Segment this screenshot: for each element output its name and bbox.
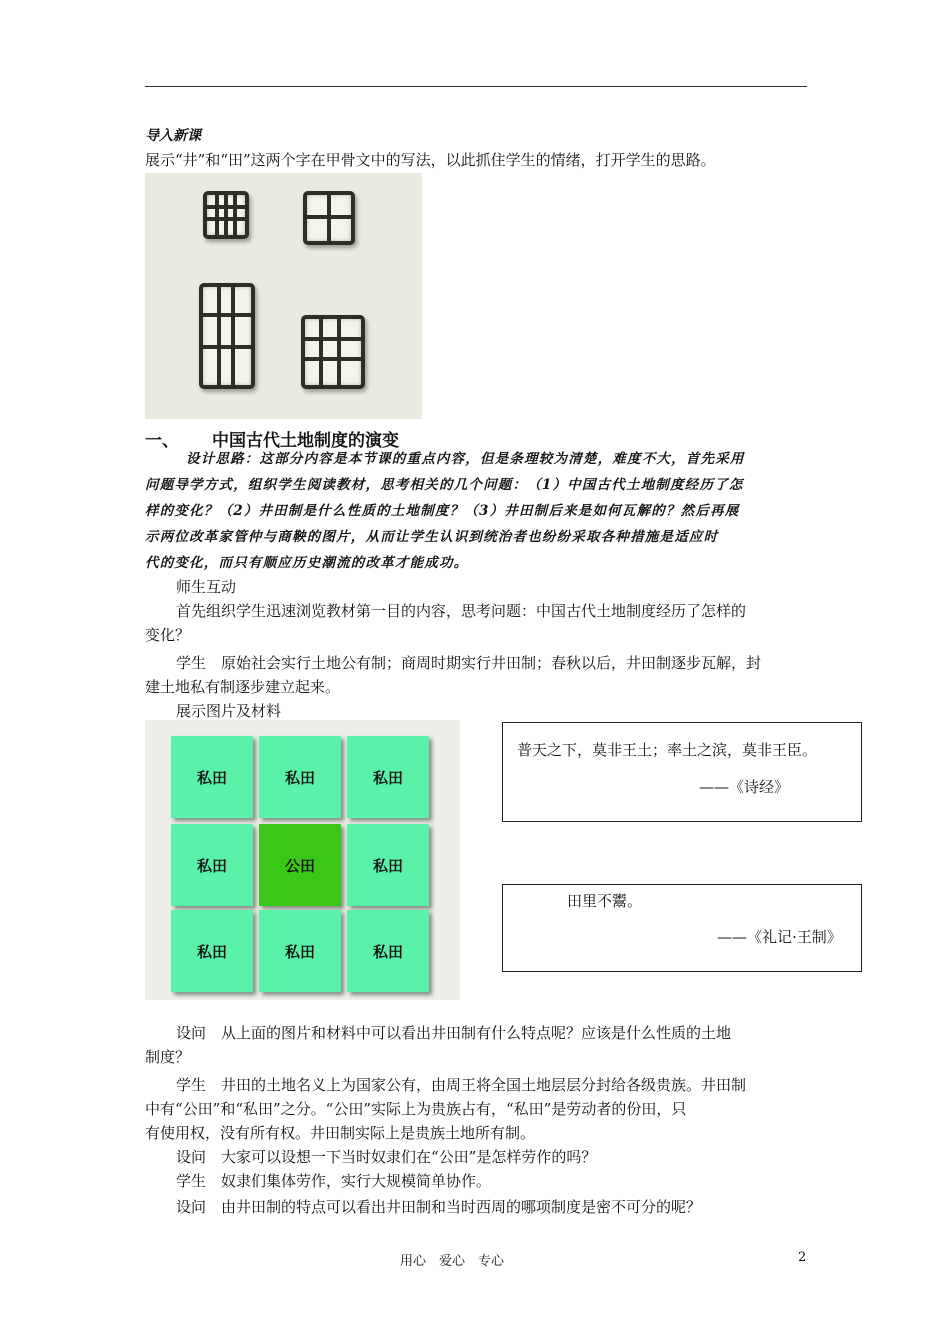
quote-source: ——《诗经》 [699, 778, 790, 796]
quote-box-liji [502, 884, 862, 972]
para-line: 首先组织学生迅速浏览教材第一目的内容，思考问题：中国古代土地制度经历了怎样的 [176, 602, 747, 620]
oracle-glyph-jing-2 [301, 315, 365, 389]
well-cell: 私田 [259, 910, 341, 992]
para-line: 变化？ [145, 626, 191, 644]
footer-motto: 用心 爱心 专心 [400, 1254, 505, 1269]
intro-line: 展示“井”和“田”这两个字在甲骨文中的写法，以此抓住学生的情绪，打开学生的思路。 [145, 151, 716, 169]
quote-box-shijing [502, 722, 862, 822]
section-title: 中国古代土地制度的演变 [212, 431, 399, 451]
design-line-1: 设计思路：这部分内容是本节课的重点内容，但是条理较为清楚，难度不大，首先采用 [186, 451, 745, 467]
para-line: 学生 原始社会实行土地公有制；商周时期实行井田制；春秋以后，井田制逐步瓦解，封 [176, 654, 762, 672]
para-line: 中有“公田”和“私田”之分。“公田”实际上为贵族占有，“私田”是劳动者的份田，只 [145, 1100, 687, 1118]
design-line-4: 示两位改革家管仲与商鞅的图片，从而让学生认识到统治者也纷纷采取各种措施是适应时 [145, 529, 719, 545]
design-line-3: 样的变化？（2）井田制是什么性质的土地制度？（3）井田制后来是如何瓦解的？然后再展 [145, 503, 740, 519]
well-cell: 私田 [347, 910, 429, 992]
oracle-glyph-tian-1 [303, 191, 355, 245]
well-cell: 私田 [347, 736, 429, 818]
well-cell-public: 公田 [259, 824, 341, 906]
para-line: 设问 由井田制的特点可以看出井田制和当时西周的哪项制度是密不可分的呢？ [176, 1198, 702, 1216]
design-line-5: 代的变化，而只有顺应历史潮流的改革才能成功。 [145, 555, 469, 571]
well-cell: 私田 [171, 824, 253, 906]
quote-text: 田里不鬻。 [567, 892, 643, 910]
quote-text: 普天之下，莫非王土；率土之滨，莫非王臣。 [517, 741, 818, 759]
label-show-material: 展示图片及材料 [176, 702, 282, 720]
quote-source: ——《礼记·王制》 [717, 928, 842, 946]
intro-title: 导入新课 [145, 128, 201, 144]
oracle-glyph-tian-2 [199, 283, 255, 389]
header-rule [145, 86, 807, 87]
oracle-glyph-jing-1 [203, 191, 249, 239]
para-line: 设问 从上面的图片和材料中可以看出井田制有什么特点呢？应该是什么性质的土地 [176, 1024, 732, 1042]
label-interaction: 师生互动 [176, 578, 237, 596]
well-cell: 私田 [171, 910, 253, 992]
well-cell: 私田 [347, 824, 429, 906]
para-line: 制度？ [145, 1048, 191, 1066]
oracle-script-image [145, 173, 422, 419]
well-cell: 私田 [259, 736, 341, 818]
well-field-diagram [145, 720, 460, 1000]
section-number: 一、 [145, 431, 179, 451]
para-line: 设问 大家可以设想一下当时奴隶们在“公田”是怎样劳作的吗？ [176, 1148, 597, 1166]
para-line: 有使用权，没有所有权。井田制实际上是贵族土地所有制。 [145, 1124, 536, 1142]
para-line: 学生 奴隶们集体劳作，实行大规模简单协作。 [176, 1172, 492, 1190]
page-number: 2 [798, 1250, 807, 1265]
well-cell: 私田 [171, 736, 253, 818]
design-line-2: 问题导学方式，组织学生阅读教材，思考相关的几个问题：（1）中国古代土地制度经历了怎 [145, 477, 744, 493]
para-line: 学生 井田的土地名义上为国家公有，由周王将全国土地层层分封给各级贵族。井田制 [176, 1076, 747, 1094]
para-line: 建土地私有制逐步建立起来。 [145, 678, 341, 696]
